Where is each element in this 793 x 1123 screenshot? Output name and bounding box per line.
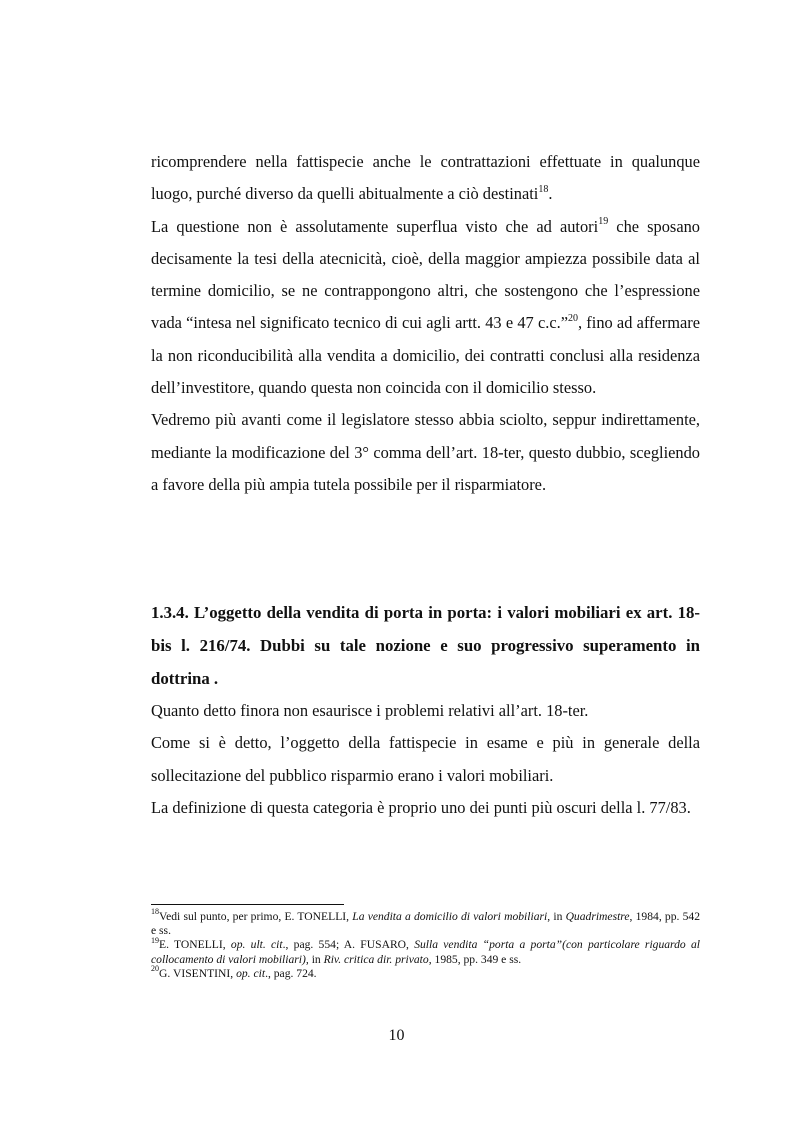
footnote-19: $^{19}$E. TONELLI, op. ult. cit., pag. 554; A. FUSARO, Sulla vendita “porta a porta”(con particolare riguardo al collocamento di valori mobiliari), in Riv. critica dir. privato, 1985, pp. 349 e ss. [151,935,700,966]
footnote-divider [151,904,344,905]
footnote-number: 20 [151,963,159,973]
paragraph-4: Quanto detto finora non esaurisce i problemi relativi all’art. 18-ter. [151,701,589,720]
footnote-18: $^{18}$Vedi sul punto, per primo, E. TONELLI, La vendita a domicilio di valori mobiliari, in Quadrimestre, 1984, pp. 542 e ss. [151,907,700,938]
footnote-ref-18[interactable]: 18 [538,183,549,195]
footnotes [151,907,700,981]
footnote-number: 18 [151,907,159,917]
footnote-20: $^{20}$G. VISENTINI, op. cit., pag. 724. [151,963,317,980]
footnote-ref-20[interactable]: 20 [567,313,578,325]
paragraph-3: Vedremo più avanti come il legislatore stesso abbia sciolto, seppur indirettamente, mediante la modificazione del 3° comma dell’art. 18-ter, questo dubbio, scegliendo a favore della più ampia tutela possibile per il risparmiatore. [151,410,700,494]
paragraph-5: Come si è detto, l’oggetto della fattispecie in esame e più in generale della sollecitazione del pubblico risparmio erano i valori mobiliari. [151,733,700,785]
footnote-number: 19 [151,935,159,945]
paragraph-1: ricomprendere nella fattispecie anche le contrattazioni effettuate in qualunque luogo, purché diverso da quelli abitualmente a ciò destinati$^{18}$. [151,152,700,204]
paragraph-6: La definizione di questa categoria è proprio uno dei punti più oscuri della l. 77/83. [151,797,691,817]
section-heading: 1.3.4. L’oggetto della vendita di porta in porta: i valori mobiliari ex art. 18-bis l. 216/74. Dubbi su tale nozione e suo progressivo superamento in dottrina . [151,603,700,688]
footnote-ref-19[interactable]: 19 [598,216,609,228]
body-text-top [151,146,700,501]
paragraph-2: La questione non è assolutamente superflua visto che ad autori$^{19}$ che sposano decisamente la tesi della atecnicità, cioè, della maggior ampiezza possibile data al termine domicilio, se ne contrappongono altri, che sostengono che l’espressione vada “intesa nel significato tecnico di cui agli artt. 43 e 47 c.c.”$^{20}$, fino ad affermare la non riconducibilità alla vendita a domicilio, dei contratti conclusi alla residenza dell’investitore, quando questa non coincida con il domicilio stesso. [151,216,700,398]
body-text-section [151,596,700,824]
page-number: 10 [388,1027,405,1044]
